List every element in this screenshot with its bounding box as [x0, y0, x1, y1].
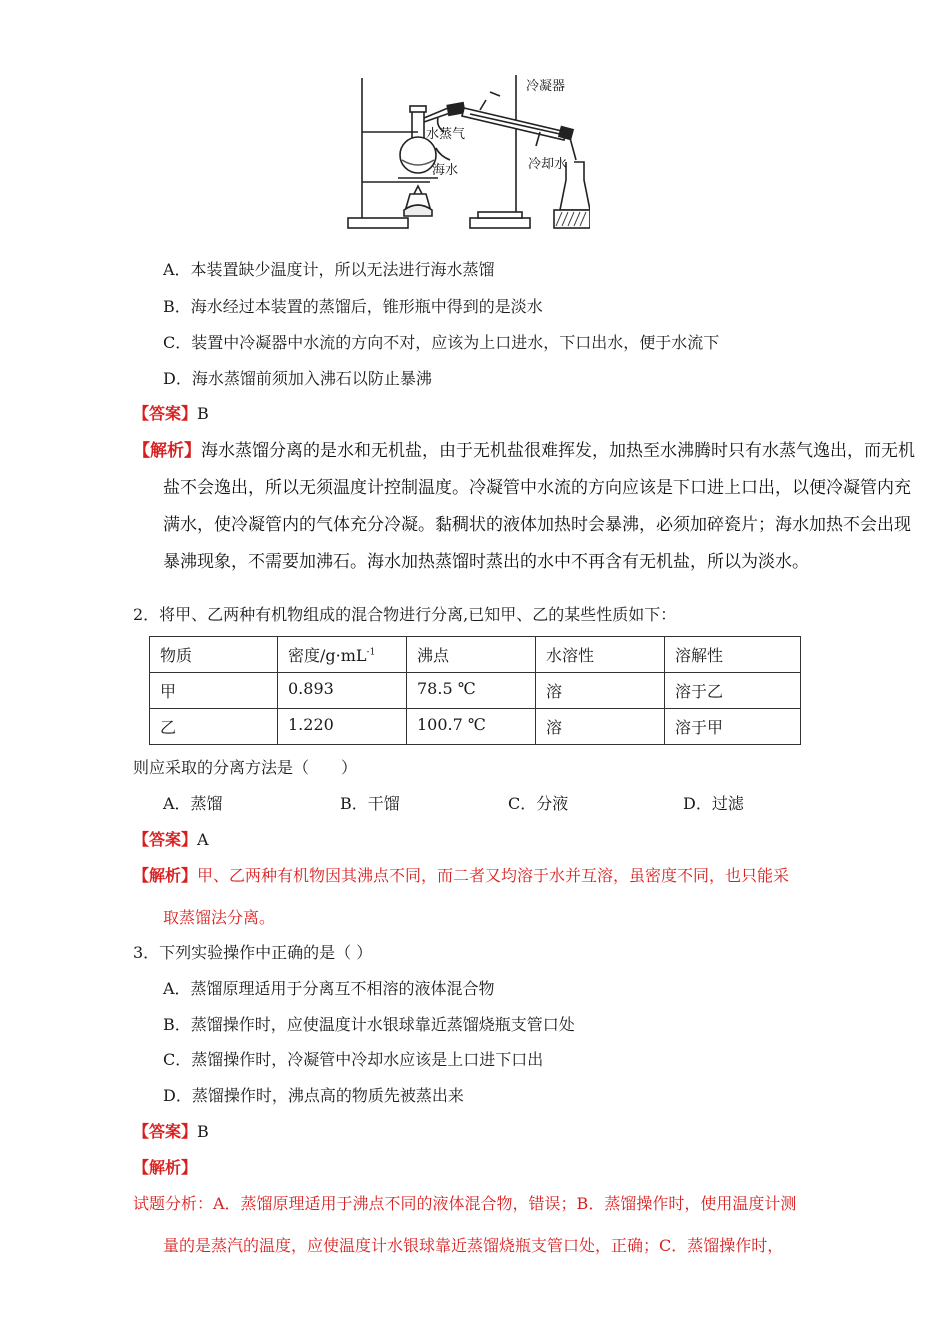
q2-explanation-line-1 — [133, 866, 789, 886]
table-cell: 溶 — [536, 673, 665, 709]
answer-value: B — [197, 404, 209, 423]
answer-tag: 【答案】 — [133, 1122, 198, 1141]
q3-answer — [133, 1122, 209, 1142]
seawater-label: 海水 — [432, 163, 459, 178]
q3-option-c: C．蒸馏操作时，冷凝管中冷却水应该是上口进下口出 — [163, 1050, 544, 1069]
q1-option-b: B．海水经过本装置的蒸馏后，锥形瓶中得到的是淡水 — [163, 297, 543, 316]
table-cell: 0.893 — [278, 673, 407, 709]
cooling-water-label: 冷却水 — [528, 157, 568, 172]
answer-tag: 【答案】 — [133, 830, 198, 849]
explain-text: 甲、乙两种有机物因其沸点不同，而二者又均溶于水并互溶，虽密度不同，也只能采 — [197, 866, 790, 885]
q2-option-b: B．干馏 — [340, 794, 400, 813]
table-header-cell: 溶解性 — [665, 637, 801, 673]
q1-explanation-line-4: 暴沸现象，不需要加沸石。海水加热蒸馏时蒸出的水中不再含有无机盐，所以为淡水。 — [163, 552, 809, 572]
q2-option-d: D．过滤 — [683, 794, 744, 813]
table-row — [150, 673, 801, 709]
explain-text: 海水蒸馏分离的是水和无机盐，由于无机盐很难挥发，加热至水沸腾时只有水蒸气逸出，而无机 — [201, 441, 915, 461]
q3-explanation-line-1: 试题分析：A．蒸馏原理适用于沸点不同的液体混合物，错误；B．蒸馏操作时，使用温度计测 — [133, 1194, 797, 1213]
q1-option-d: D．海水蒸馏前须加入沸石以防止暴沸 — [163, 369, 432, 388]
explain-tag: 【解析】 — [133, 866, 198, 885]
q2-stem: 2．将甲、乙两种有机物组成的混合物进行分离,已知甲、乙的某些性质如下： — [133, 605, 677, 624]
explain-tag: 【解析】 — [133, 441, 201, 461]
density-header: 密度/g·mL — [288, 646, 367, 665]
q1-answer — [133, 404, 209, 424]
table-cell: 甲 — [150, 673, 278, 709]
table-header-cell: 物质 — [150, 637, 278, 673]
q3-option-d: D．蒸馏操作时，沸点高的物质先被蒸出来 — [163, 1086, 464, 1105]
q3-explain-tag — [133, 1158, 197, 1178]
q2-question: 则应采取的分离方法是（ ） — [133, 758, 358, 777]
explain-tag: 【解析】 — [133, 1158, 198, 1177]
table-cell: 1.220 — [278, 709, 407, 745]
q2-option-a: A．蒸馏 — [163, 794, 223, 813]
table-header-cell — [278, 637, 407, 673]
answer-value: A — [197, 830, 209, 849]
table-cell: 溶于乙 — [665, 673, 801, 709]
density-exponent: -1 — [366, 647, 376, 658]
q1-option-a: A．本装置缺少温度计，所以无法进行海水蒸馏 — [163, 260, 495, 279]
table-cell: 100.7 ℃ — [407, 709, 536, 745]
q3-option-a: A．蒸馏原理适用于分离互不相溶的液体混合物 — [163, 979, 495, 998]
table-header-cell: 沸点 — [407, 637, 536, 673]
answer-value: B — [197, 1122, 209, 1141]
table-header-row — [150, 637, 801, 673]
q3-stem: 3．下列实验操作中正确的是（ ） — [133, 943, 373, 962]
q2-explanation-line-2: 取蒸馏法分离。 — [163, 908, 276, 927]
table-header-cell: 水溶性 — [536, 637, 665, 673]
q1-explanation-line-2: 盐不会逸出，所以无须温度计控制温度。冷凝管中水流的方向应该是下口进上口出，以便冷凝管内充 — [163, 478, 911, 498]
table-cell: 溶 — [536, 709, 665, 745]
table-cell: 溶于甲 — [665, 709, 801, 745]
q1-explanation-line-3: 满水，使冷凝管内的气体充分冷凝。黏稠状的液体加热时会暴沸，必须加碎瓷片；海水加热不会出现 — [163, 515, 911, 535]
condenser-label: 冷凝器 — [526, 79, 566, 94]
q2-answer — [133, 830, 209, 850]
q3-explanation-line-2: 量的是蒸汽的温度，应使温度计水银球靠近蒸馏烧瓶支管口处，正确；C．蒸馏操作时， — [163, 1236, 784, 1255]
properties-table — [149, 636, 801, 745]
q3-option-b: B．蒸馏操作时，应使温度计水银球靠近蒸馏烧瓶支管口处 — [163, 1015, 575, 1034]
table-cell: 78.5 ℃ — [407, 673, 536, 709]
table-cell: 乙 — [150, 709, 278, 745]
q1-option-c: C．装置中冷凝器中水流的方向不对，应该为上口进水，下口出水，便于水流下 — [163, 333, 720, 352]
steam-label: 水蒸气 — [426, 127, 466, 142]
q2-option-c: C．分液 — [508, 794, 569, 813]
table-row — [150, 709, 801, 745]
answer-tag: 【答案】 — [133, 404, 198, 423]
q1-explanation-line-1 — [133, 440, 915, 462]
distillation-apparatus-figure — [340, 70, 590, 240]
